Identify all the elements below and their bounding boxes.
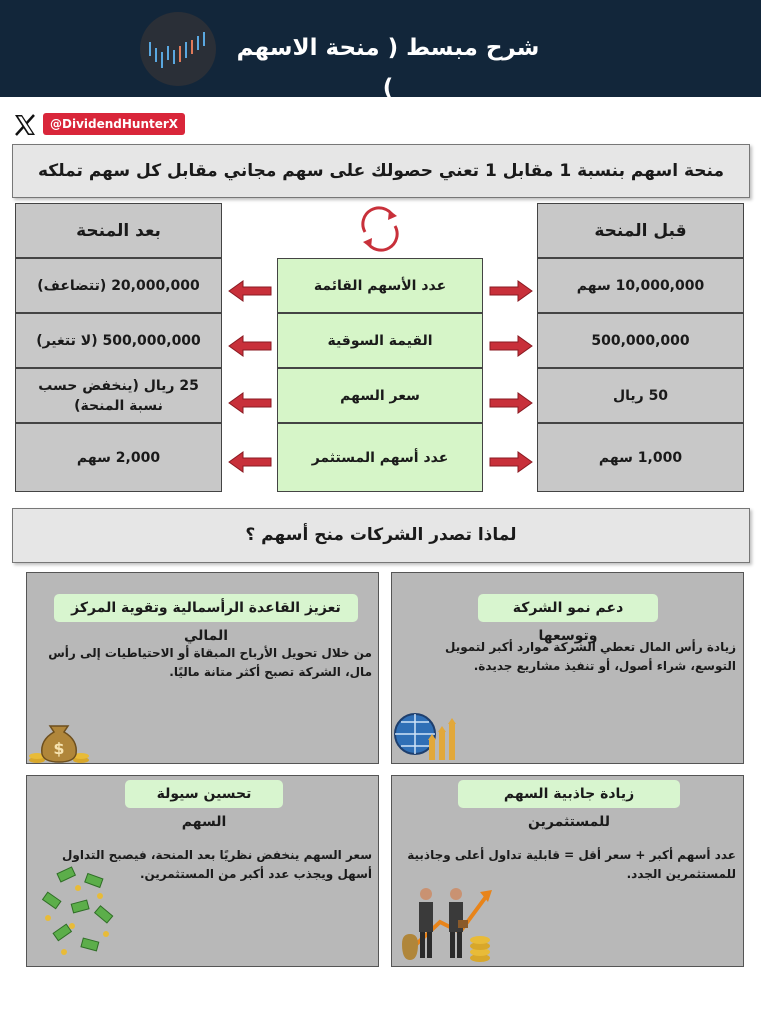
before-value-shares-outstanding: 10,000,000 سهم (537, 258, 744, 313)
before-value-investor-shares: 1,000 سهم (537, 423, 744, 492)
arrow-left-icon (227, 450, 273, 474)
before-value-share-price: 50 ريال (537, 368, 744, 423)
row-label-shares-outstanding: عدد الأسهم القائمة (277, 258, 483, 313)
after-value-shares-outstanding: 20,000,000 (تتضاعف) (15, 258, 222, 313)
row-label-market-cap: القيمة السوقية (277, 313, 483, 368)
arrow-left-icon (227, 334, 273, 358)
reason-text-growth: زيادة رأس المال تعطي الشركة موارد أكبر لتمويل التوسع، شراء أصول، أو تنفيذ مشاريع جديدة. (444, 640, 736, 673)
falling-money-icon (38, 866, 118, 962)
after-value-market-cap: 500,000,000 (لا تتغير) (15, 313, 222, 368)
arrow-right-icon (488, 279, 534, 303)
intro-banner: منحة اسهم بنسبة 1 مقابل 1 تعني حصولك على سهم مجاني مقابل كل سهم تملكه (12, 144, 750, 198)
arrow-right-icon (488, 391, 534, 415)
row-label-share-price: سعر السهم (277, 368, 483, 423)
page-title: شرح مبسط ( منحة الاسهم ) (236, 35, 540, 101)
chart-logo-icon (140, 12, 216, 86)
svg-text:$: $ (53, 739, 65, 758)
reason-title-attractiveness: زيادة جاذبية السهم للمستثمرين (458, 780, 680, 808)
before-header: قبل المنحة (537, 203, 744, 258)
arrow-left-icon (227, 279, 273, 303)
after-value-investor-shares: 2,000 سهم (15, 423, 222, 492)
arrow-left-icon (227, 391, 273, 415)
reason-title-liquidity: تحسين سيولة السهم (125, 780, 283, 808)
exchange-cycle-icon (355, 204, 405, 254)
why-banner: لماذا تصدر الشركات منح أسهم ؟ (12, 508, 750, 563)
money-bag-icon (28, 716, 90, 764)
reason-text-liquidity: سعر السهم ينخفض نظريًا بعد المنحة، فيصبح التداول أسهل ويجذب عدد أكبر من المستثمرين. (62, 848, 372, 881)
social-handle-badge[interactable]: @DividendHunterX (43, 113, 185, 135)
reason-text-capital: من خلال تحويل الأرباح المبقاة أو الاحتياطيات إلى رأس مال، الشركة تصبح أكثر متانة ماليًا. (48, 646, 372, 679)
globe-growth-icon (393, 704, 463, 762)
reason-title-growth: دعم نمو الشركة وتوسعها (478, 594, 658, 622)
reason-text-attractiveness: عدد أسهم أكبر + سعر أقل = قابلية تداول أعلى وجاذبية للمستثمرين الجدد. (407, 848, 736, 881)
arrow-right-icon (488, 334, 534, 358)
reason-title-capital: تعزيز القاعدة الرأسمالية وتقوية المركز المالي (54, 594, 358, 622)
after-header: بعد المنحة (15, 203, 222, 258)
before-value-market-cap: 500,000,000 (537, 313, 744, 368)
investors-handshake-icon (400, 882, 496, 964)
after-value-share-price: 25 ريال (ينخفض حسب نسبة المنحة) (15, 368, 222, 423)
x-logo-icon[interactable] (12, 112, 38, 138)
arrow-right-icon (488, 450, 534, 474)
row-label-investor-shares: عدد أسهم المستثمر (277, 423, 483, 492)
